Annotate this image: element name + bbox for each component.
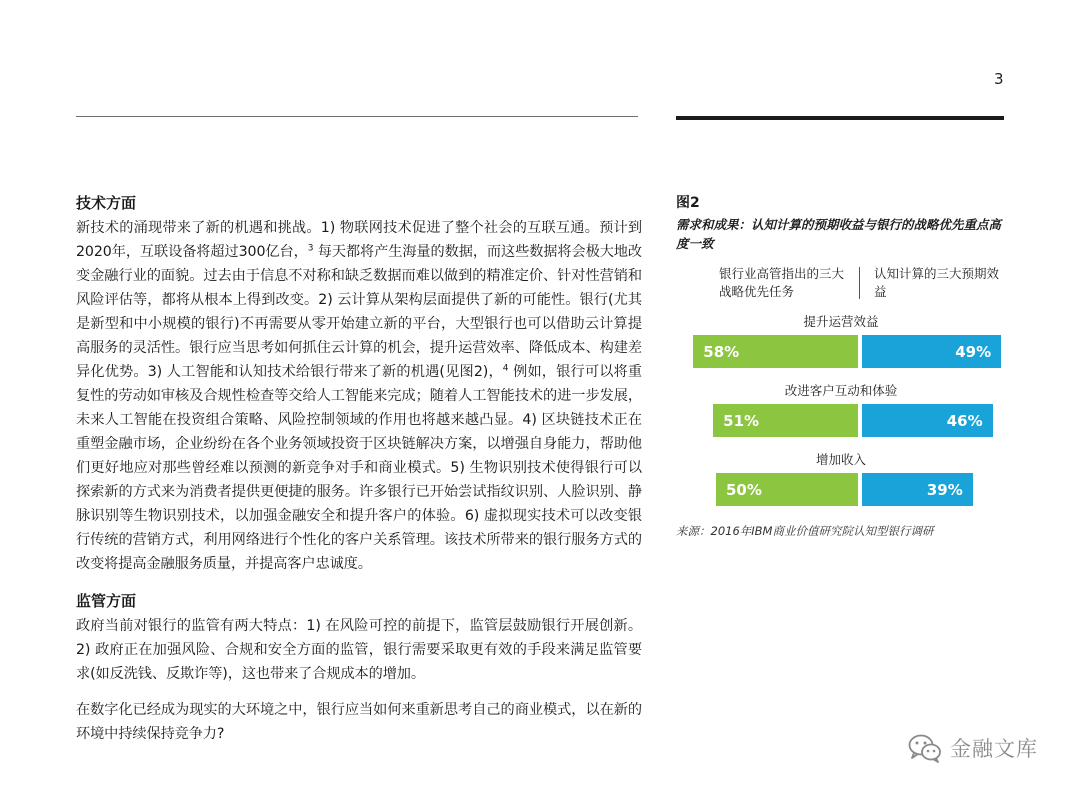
watermark [908, 733, 1038, 763]
tech-text-2: 每天都将产生海量的数据，而这些数据将会极大地改变金融行业的面貌。过去由于信息不对称和缺乏数据而难以做到的精准定价、针对性营销和风险评估等，都将从根本上得到改变。2) 云计算从架构层面提供了新的可能性。银行(尤其是新型和中小规模的银行)不再需要从零开始建立新的平台，大型银行也可以借助云计算提高服务的灵活性。银行应当思考如何抓住云计算的机会，提升运营效率、降低成本、构建差异化优势。3) 人工智能和认知技术给银行带来了新的机遇(见图2)， [76, 244, 642, 380]
legend-right-label: 认知计算的三大预期效益 [874, 266, 1000, 299]
section-heading-regulation: 监管方面 [76, 592, 137, 610]
watermark-text: 金融文库 [950, 737, 1038, 761]
regulation-paragraph: 政府当前对银行的监管有两大特点：1) 在风险可控的前提下，监管层鼓励银行开展创新。2) 政府正在加强风险、合规和安全方面的监管，银行需要采取更有效的手段来满足监管要求(如反洗钱、反欺诈等)，这也带来了合规成本的增加。 [76, 618, 642, 682]
figure-title: 需求和成果：认知计算的预期收益与银行的战略优先重点高度一致 [676, 217, 1002, 251]
footnote-ref-4: 4 [502, 363, 509, 374]
bar-priority: 51% [713, 404, 858, 437]
figure-source: 来源：2016年IBM商业价值研究院认知型银行调研 [676, 524, 934, 538]
header-rule-right [676, 116, 1004, 120]
tech-text-1: 新技术的涌现带来了新的机遇和挑战。1) 物联网技术促进了整个社会的互联互通。预计到 2020年，互联设备将超过300亿台， [76, 220, 642, 260]
figure-label: 图2 [676, 195, 700, 211]
bar-benefit: 39% [862, 473, 973, 506]
header-rule-left [76, 116, 638, 117]
bar-benefit: 49% [862, 335, 1001, 368]
category-label: 改进客户互动和体验 [784, 383, 898, 398]
closing-paragraph: 在数字化已经成为现实的大环境之中，银行应当如何来重新思考自己的商业模式，以在新的环境中持续保持竞争力? [76, 702, 642, 742]
bar-priority: 50% [716, 473, 858, 506]
legend-divider [859, 267, 860, 299]
tech-text-3: 例如，银行可以将重复性的劳动如审核及合规性检查等交给人工智能来完成；随着人工智能技术的进一步发展，未来人工智能在投资组合策略、风险控制领域的作用也将越来越凸显。4) 区块链技术正在重塑金融市场，企业纷纷在各个业务领域投资于区块链解决方案，以增强自身能力，帮助他们更好地应对那些曾经难以预测的新竞争对手和商业模式。5) 生物识别技术使得银行可以探索新的方式来为消费者提供更便捷的服务。许多银行已开始尝试指纹识别、人脸识别、静脉识别等生物识别技术，以加强金融安全和提升客户的体验。6) 虚拟现实技术可以改变银行传统的营销方式，利用网络进行个性化的客户关系管理。该技术所带来的银行服务方式的改变将提高金融服务质量，并提高客户忠诚度。 [76, 364, 642, 572]
bar-priority: 58% [693, 335, 858, 368]
category-label: 增加收入 [815, 452, 866, 467]
section-heading-tech: 技术方面 [76, 194, 137, 212]
wechat-icon [908, 733, 942, 763]
legend-left-label: 银行业高管指出的三大战略优先任务 [719, 266, 845, 299]
bar-benefit: 46% [862, 404, 993, 437]
chart-legend [676, 265, 1006, 305]
category-label: 提升运营效益 [803, 314, 879, 329]
tech-paragraph [76, 216, 642, 576]
footnote-ref-3: 3 [307, 243, 314, 254]
main-text-column [76, 192, 642, 746]
page-number: 3 [994, 70, 1004, 88]
figure-2 [676, 193, 1006, 538]
